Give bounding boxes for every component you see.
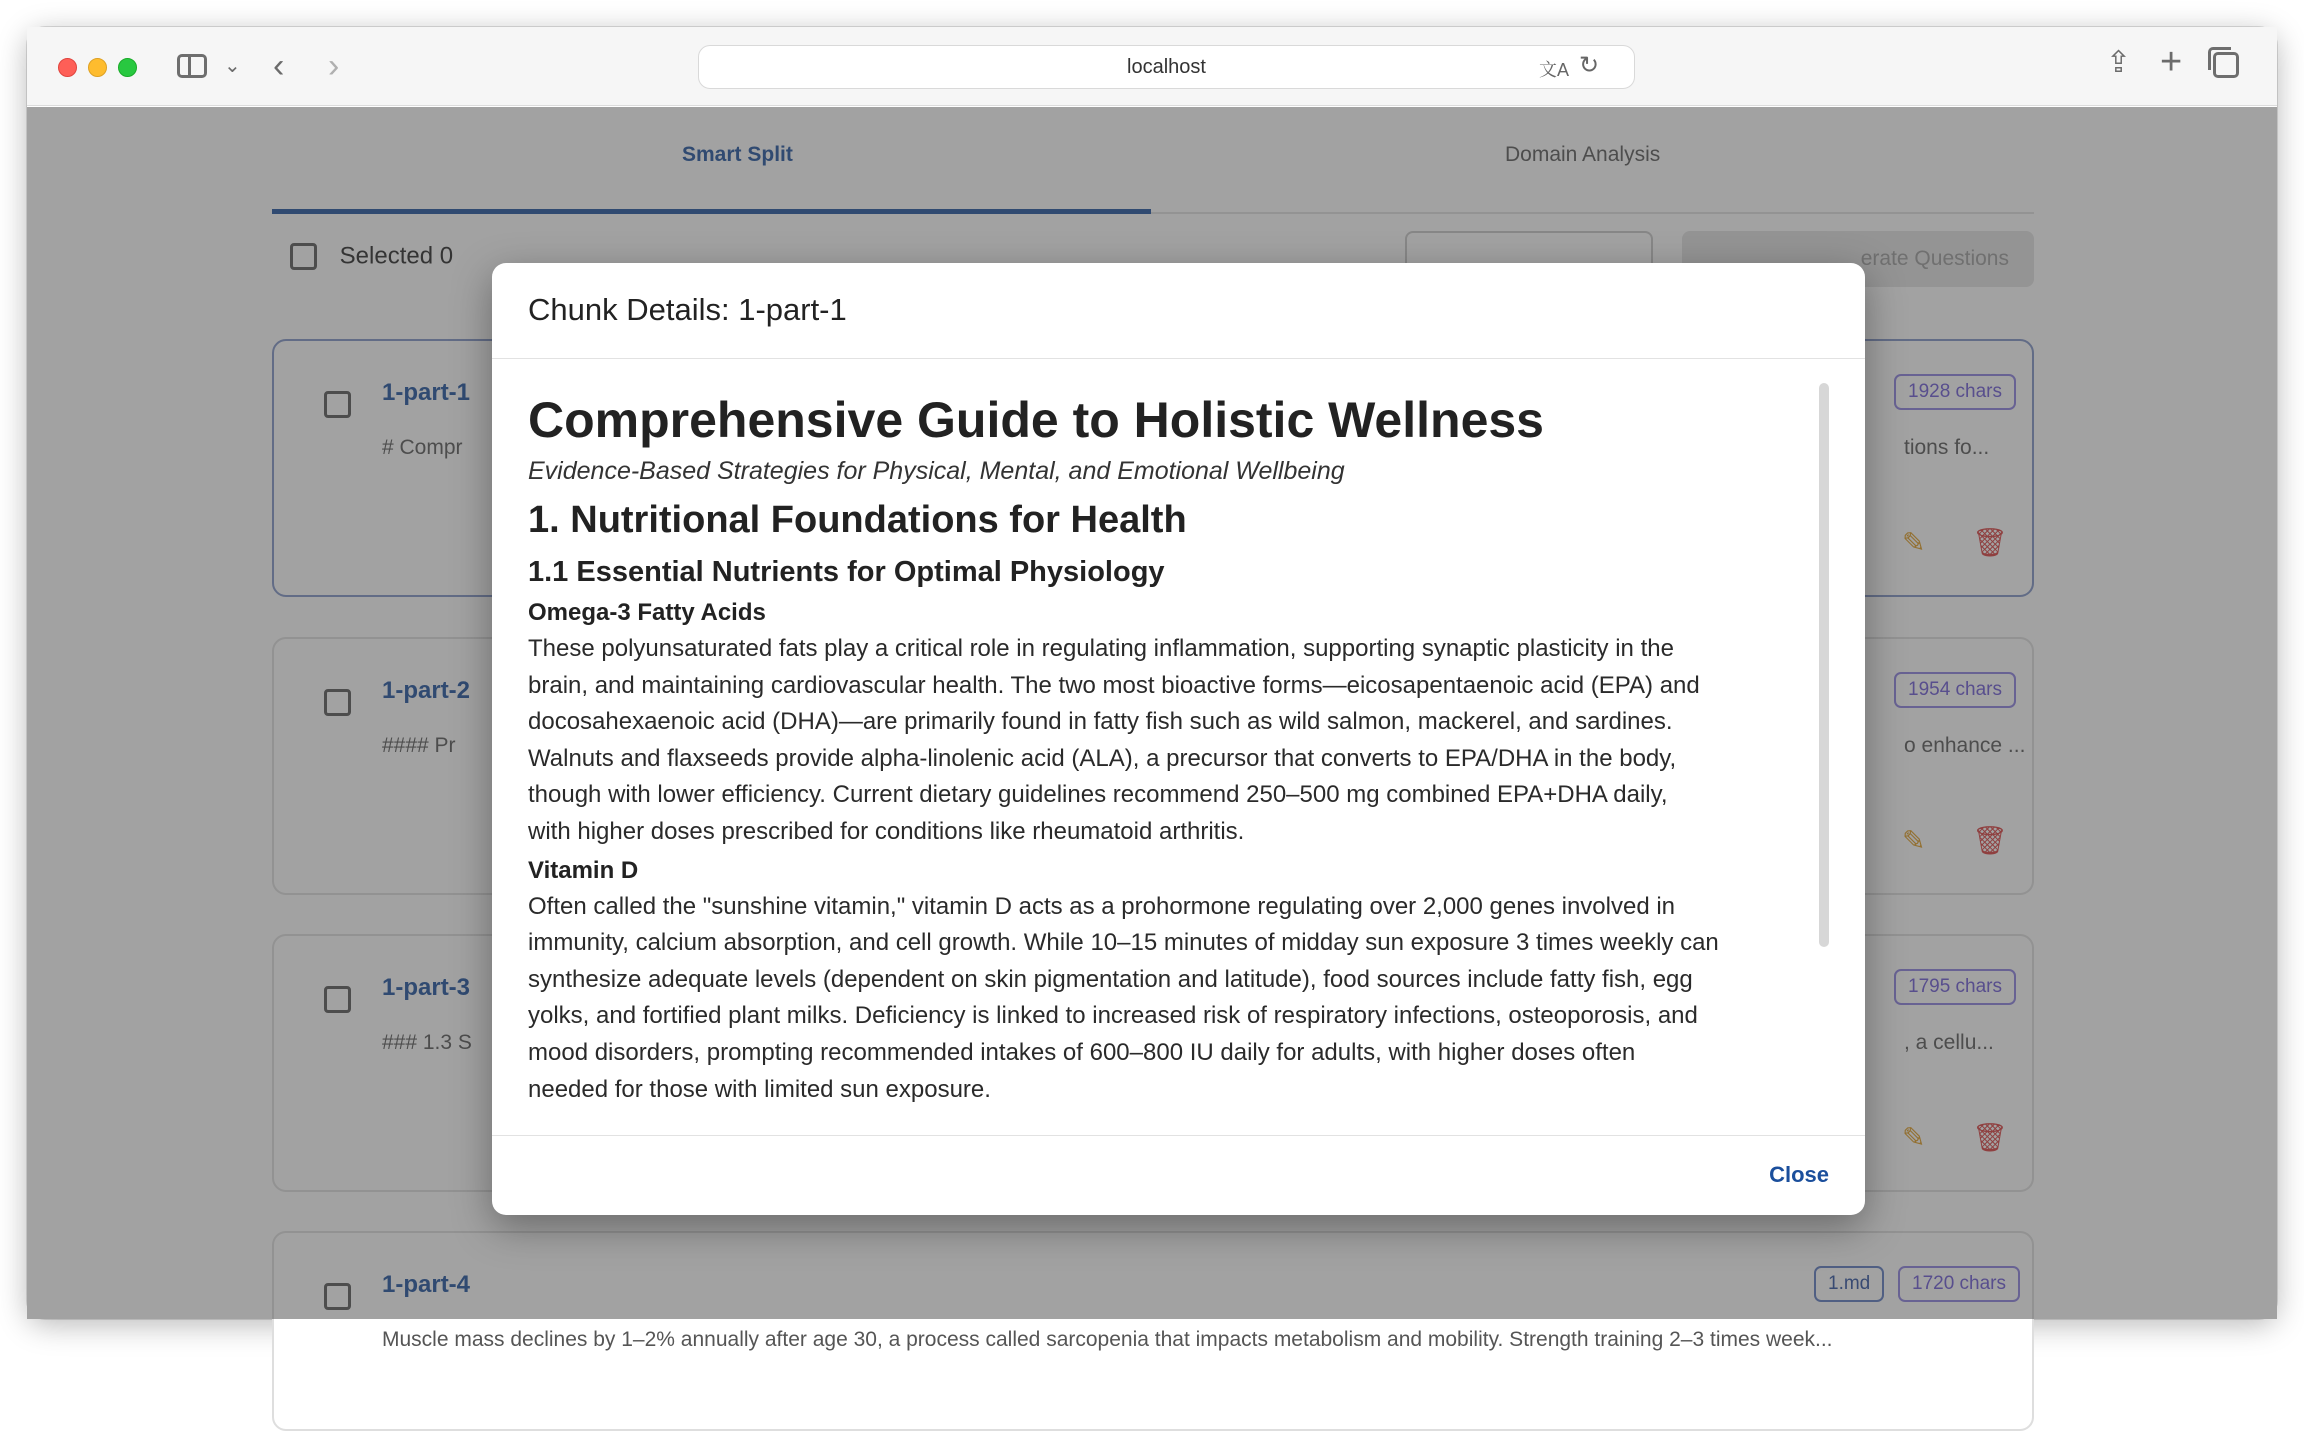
chunk-preview: Muscle mass declines by 1–2% annually after age 30, a process called sarcopenia that impacts metabolism and mobility. Strength training 2–3 times week... <box>382 1328 1833 1351</box>
chunk-details-dialog <box>492 263 1865 1215</box>
content-heading-2: 1. Nutritional Foundations for Health <box>528 499 1187 541</box>
text-line: docosahexaenoic acid (DHA)—are primarily found in fatty fish such as wild salmon, mackerel, and sardines. <box>528 708 1673 736</box>
minimize-window-button[interactable] <box>88 58 107 77</box>
reload-icon[interactable]: ↻ <box>1579 52 1600 79</box>
text-line: needed for those with limited sun exposure. <box>528 1075 991 1103</box>
tab-overview-icon[interactable] <box>2213 52 2239 78</box>
address-bar[interactable]: localhost <box>698 45 1635 89</box>
close-button[interactable]: Close <box>1769 1162 1829 1187</box>
text-line: brain, and maintaining cardiovascular health. The two most bioactive forms—eicosapentaenoic acid (EPA) and <box>528 671 1700 699</box>
text-line: These polyunsaturated fats play a critical role in regulating inflammation, supporting synaptic plasticity in the <box>528 635 1674 662</box>
translate-icon[interactable]: 文A <box>1539 60 1570 80</box>
text-line: though with lower efficiency. Current dietary guidelines recommend 250–500 mg combined EPA+DHA daily, <box>528 781 1668 809</box>
share-icon[interactable]: ⇪ <box>2106 46 2132 79</box>
dialog-scrollbar[interactable] <box>1819 383 1829 947</box>
vitamin-d-paragraph <box>528 889 1818 1109</box>
omega-paragraph <box>528 631 1818 851</box>
content-heading-3: 1.1 Essential Nutrients for Optimal Physiology <box>528 556 1165 588</box>
forward-arrow-icon[interactable]: › <box>328 47 340 85</box>
dialog-title: Chunk Details: 1-part-1 <box>528 292 847 327</box>
text-line: mood disorders, prompting recommended intakes of 600–800 IU daily for adults, with higher doses often <box>528 1038 1636 1066</box>
text-line: Walnuts and flaxseeds provide alpha-linolenic acid (ALA), a precursor that converts to EPA/DHA in the body, <box>528 744 1677 772</box>
sidebar-toggle-icon[interactable] <box>177 54 207 78</box>
browser-toolbar <box>27 27 2277 106</box>
text-line: yolks, and fortified plant milks. Deficiency is linked to increased risk of respiratory infections, osteoporosis, and <box>528 1002 1698 1030</box>
browser-window <box>27 27 2277 1351</box>
new-tab-icon[interactable]: + <box>2160 41 2183 83</box>
dialog-content <box>528 389 1818 1129</box>
back-arrow-icon[interactable]: ‹ <box>273 47 285 85</box>
close-window-button[interactable] <box>58 58 77 77</box>
text-line: Often called the "sunshine vitamin," vitamin D acts as a prohormone regulating over 2,000 genes involved in <box>528 892 1676 920</box>
vitamin-d-heading: Vitamin D <box>528 856 639 884</box>
content-subtitle: Evidence-Based Strategies for Physical, Mental, and Emotional Wellbeing <box>528 457 1345 485</box>
zoom-window-button[interactable] <box>118 58 137 77</box>
dialog-header <box>492 263 1865 359</box>
text-line: immunity, calcium absorption, and cell growth. While 10–15 minutes of midday sun exposure 3 times weekly can <box>528 929 1719 957</box>
dialog-footer <box>492 1135 1865 1215</box>
chevron-down-icon[interactable]: ⌄ <box>224 55 241 77</box>
text-line: with higher doses prescribed for conditions like rheumatoid arthritis. <box>528 817 1245 845</box>
omega-heading: Omega-3 Fatty Acids <box>528 599 766 626</box>
content-heading-1: Comprehensive Guide to Holistic Wellness <box>528 392 1544 448</box>
text-line: synthesize adequate levels (dependent on skin pigmentation and latitude), food sources include fatty fish, egg <box>528 965 1693 993</box>
